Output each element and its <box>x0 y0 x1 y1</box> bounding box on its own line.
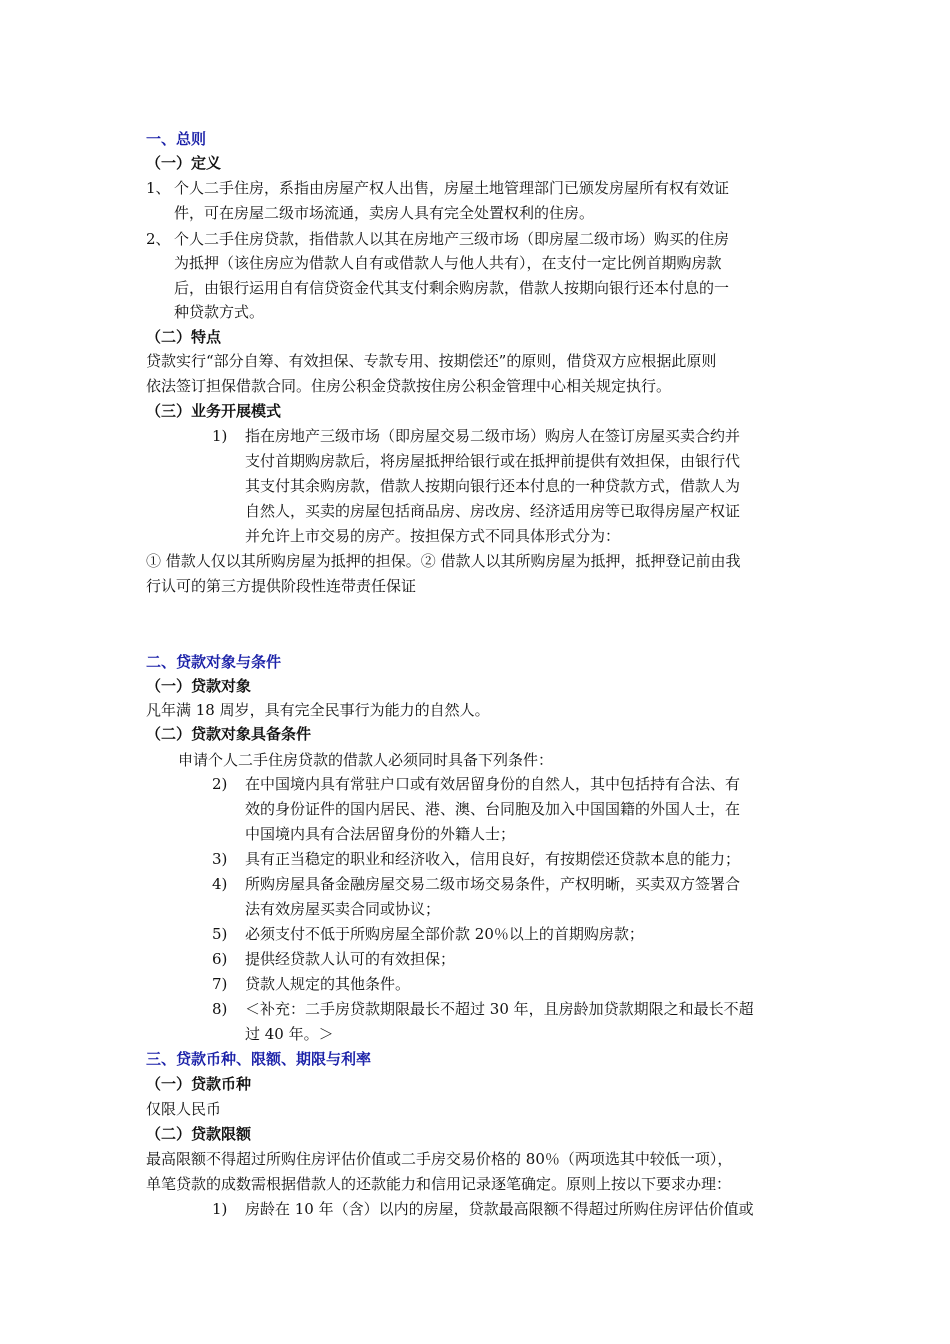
paragraph-line: 依法签订担保借款合同。住房公积金贷款按住房公积金管理中心相关规定执行。 <box>146 377 672 395</box>
paragraph-line: 个人二手住房贷款，指借款人以其在房地产三级市场（即房屋二级市场）购买的住房 <box>174 230 730 248</box>
paragraph-line: 中国境内具有合法居留身份的外籍人士； <box>245 825 516 843</box>
paragraph-line: 效的身份证件的国内居民、港、澳、台同胞及加入中国国籍的外国人士，在 <box>245 800 741 818</box>
paragraph-line: 指在房地产三级市场（即房屋交易二级市场）购房人在签订房屋买卖合约并 <box>245 427 741 445</box>
paragraph-line: 仅限人民币 <box>146 1100 222 1118</box>
paragraph-line: 支付首期购房款后，将房屋抵押给银行或在抵押前提供有效担保，由银行代 <box>245 452 741 470</box>
item-number: 3) <box>212 850 228 868</box>
paragraph-line: 在中国境内具有常驻户口或有效居留身份的自然人，其中包括持有合法、有 <box>245 775 741 793</box>
paragraph-line: 必须支付不低于所购房屋全部价款 20％以上的首期购房款； <box>245 925 644 943</box>
paragraph-line: 申请个人二手住房贷款的借款人必须同时具备下列条件： <box>178 751 554 769</box>
paragraph-line: 自然人，买卖的房屋包括商品房、房改房、经济适用房等已取得房屋产权证 <box>245 502 741 520</box>
definition-heading: （一）定义 <box>146 154 222 172</box>
item-number: 4) <box>212 875 228 893</box>
paragraph-line: 件，可在房屋二级市场流通，卖房人具有完全处置权利的住房。 <box>174 204 595 222</box>
paragraph-line: 具有正当稳定的职业和经济收入，信用良好，有按期偿还贷款本息的能力； <box>245 850 741 868</box>
item-number: 2、 <box>146 230 171 248</box>
paragraph-line: 单笔贷款的成数需根据借款人的还款能力和信用记录逐笔确定。原则上按以下要求办理： <box>146 1175 732 1193</box>
section-3-heading: 三、贷款币种、限额、期限与利率 <box>146 1050 372 1068</box>
paragraph-line: 最高限额不得超过所购住房评估价值或二手房交易价格的 80％（两项选其中较低一项）， <box>146 1150 733 1168</box>
paragraph-line: 为抵押（该住房应为借款人自有或借款人与他人共有），在支付一定比例首期购房款 <box>174 254 722 272</box>
item-number: 1、 <box>146 179 171 197</box>
section-2-heading: 二、贷款对象与条件 <box>146 653 282 671</box>
paragraph-line: ＜补充：二手房贷款期限最长不超过 30 年，且房龄加贷款期限之和最长不超 <box>245 1000 754 1018</box>
conditions-heading: （二）贷款对象具备条件 <box>146 725 312 743</box>
item-number: 5) <box>212 925 228 943</box>
paragraph-line: 法有效房屋买卖合同或协议； <box>245 900 441 918</box>
paragraph-line: 行认可的第三方提供阶段性连带责任保证 <box>146 577 417 595</box>
paragraph-line: 后，由银行运用自有信贷资金代其支付剩余购房款，借款人按期向银行还本付息的一 <box>174 279 730 297</box>
item-number: 2) <box>212 775 228 793</box>
paragraph-line: 过 40 年。＞ <box>245 1025 334 1043</box>
paragraph-line: 其支付其余购房款，借款人按期向银行还本付息的一种贷款方式，借款人为 <box>245 477 741 495</box>
paragraph-line: 房龄在 10 年（含）以内的房屋，贷款最高限额不得超过所购住房评估价值或 <box>245 1200 754 1218</box>
limit-heading: （二）贷款限额 <box>146 1125 252 1143</box>
section-1-heading: 一、总则 <box>146 130 207 148</box>
loan-object-heading: （一）贷款对象 <box>146 677 252 695</box>
paragraph-line: 所购房屋具备金融房屋交易二级市场交易条件，产权明晰，买卖双方签署合 <box>245 875 741 893</box>
paragraph-line: 提供经贷款人认可的有效担保； <box>245 950 456 968</box>
item-number: 1) <box>212 1200 228 1218</box>
paragraph-line: 并允许上市交易的房产。按担保方式不同具体形式分为： <box>245 527 621 545</box>
currency-heading: （一）贷款币种 <box>146 1075 252 1093</box>
item-number: 1) <box>212 427 228 445</box>
item-number: 7) <box>212 975 228 993</box>
business-mode-heading: （三）业务开展模式 <box>146 402 282 420</box>
paragraph-line: 贷款实行“部分自筹、有效担保、专款专用、按期偿还”的原则，借贷双方应根据此原则 <box>146 352 717 370</box>
paragraph-line: ① 借款人仅以其所购房屋为抵押的担保。② 借款人以其所购房屋为抵押，抵押登记前由我 <box>146 552 741 570</box>
item-number: 6) <box>212 950 228 968</box>
paragraph-line: 凡年满 18 周岁，具有完全民事行为能力的自然人。 <box>146 701 490 719</box>
paragraph-line: 种贷款方式。 <box>174 303 265 321</box>
features-heading: （二）特点 <box>146 328 222 346</box>
paragraph-line: 个人二手住房，系指由房屋产权人出售，房屋土地管理部门已颁发房屋所有权有效证 <box>174 179 730 197</box>
item-number: 8) <box>212 1000 228 1018</box>
paragraph-line: 贷款人规定的其他条件。 <box>245 975 411 993</box>
